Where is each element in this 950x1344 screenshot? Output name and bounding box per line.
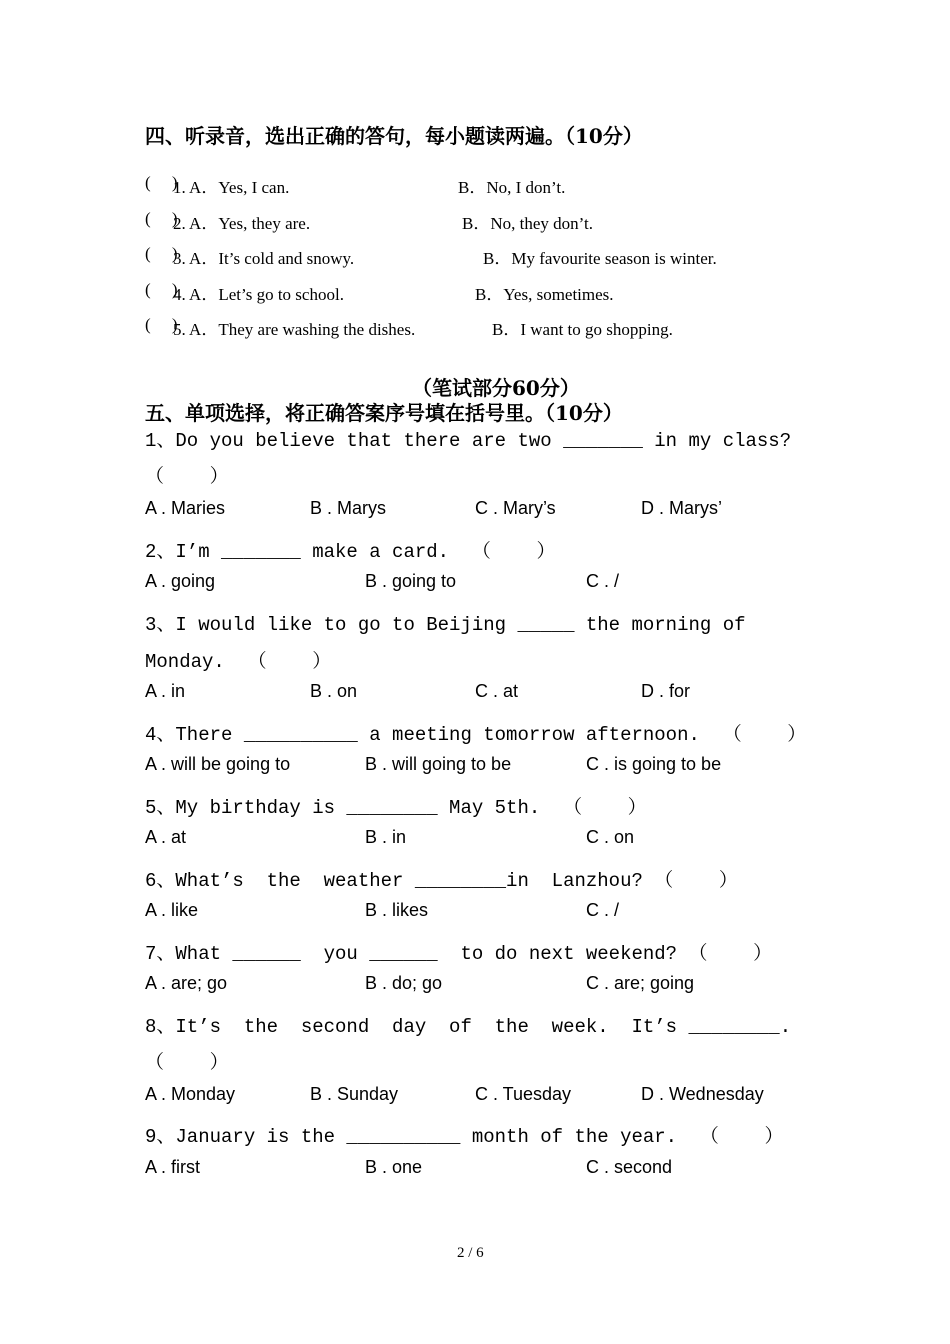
q5-option-c: C . on bbox=[586, 827, 635, 847]
listen-paren-4: ( ) bbox=[145, 280, 178, 299]
q7-option-c: C . are; going bbox=[586, 973, 695, 993]
question-4: 4、There __________ a meeting tomorrow afternoon. （ ） bbox=[145, 724, 807, 746]
listen-option-b-3: B．My favourite season is winter. bbox=[483, 249, 717, 268]
listen-paren-3: ( ) bbox=[145, 244, 178, 263]
listen-option-b-2: B．No, they don’t. bbox=[462, 214, 593, 233]
question-5: 5、My birthday is ________ May 5th. （ ） bbox=[145, 797, 647, 819]
q2-option-a: A . going bbox=[145, 571, 216, 591]
q1-option-d: D . Marys’ bbox=[641, 498, 722, 518]
listen-paren-2: ( ) bbox=[145, 209, 178, 228]
question-3: 3、I would like to go to Beijing _____ the morning of bbox=[145, 614, 746, 636]
question-9: 9、January is the __________ month of the year. （ ） bbox=[145, 1126, 784, 1148]
listen-option-a-3: 3. A．It’s cold and snowy. bbox=[173, 249, 355, 268]
q5-option-a: A . at bbox=[145, 827, 187, 847]
q3-option-a: A . in bbox=[145, 681, 186, 701]
q3-option-d: D . for bbox=[641, 681, 691, 701]
question-2: 2、I’m _______ make a card. （ ） bbox=[145, 541, 556, 563]
question-3-cont: Monday. （ ） bbox=[145, 651, 332, 673]
listen-paren-5: ( ) bbox=[145, 315, 178, 334]
listen-option-b-1: B．No, I don’t. bbox=[458, 178, 566, 197]
q3-option-c: C . at bbox=[475, 681, 519, 701]
listen-option-a-5: 5. A．They are washing the dishes. bbox=[173, 320, 416, 339]
listen-option-a-2: 2. A．Yes, they are. bbox=[173, 214, 311, 233]
listen-option-b-5: B．I want to go shopping. bbox=[492, 320, 673, 339]
q9-option-b: B . one bbox=[365, 1157, 423, 1177]
q7-option-a: A . are; go bbox=[145, 973, 228, 993]
listen-option-a-4: 4. A．Let’s go to school. bbox=[173, 285, 344, 304]
section5-title: 五、单项选择，将正确答案序号填在括号里。（10分） bbox=[145, 401, 623, 425]
q6-option-c: C . / bbox=[586, 900, 620, 920]
q8-option-c: C . Tuesday bbox=[475, 1084, 572, 1104]
section4-title: 四、听录音，选出正确的答句，每小题读两遍。（10分） bbox=[145, 124, 643, 148]
q4-option-a: A . will be going to bbox=[145, 754, 291, 774]
q8-option-a: A . Monday bbox=[145, 1084, 236, 1104]
question-7: 7、What ______ you ______ to do next weekend? （ ） bbox=[145, 943, 773, 965]
q8-option-b: B . Sunday bbox=[310, 1084, 399, 1104]
q8-option-d: D . Wednesday bbox=[641, 1084, 764, 1104]
question-8: 8、It’s the second day of the week. It’s ________. bbox=[145, 1016, 792, 1038]
q9-option-a: A . first bbox=[145, 1157, 201, 1177]
question-6: 6、What’s the weather ________in Lanzhou? （ ） bbox=[145, 870, 738, 892]
q3-option-b: B . on bbox=[310, 681, 358, 701]
q4-option-b: B . will going to be bbox=[365, 754, 512, 774]
question-1: 1、Do you believe that there are two _______ in my class? bbox=[145, 430, 792, 452]
listen-paren-1: ( ) bbox=[145, 173, 178, 192]
q9-option-c: C . second bbox=[586, 1157, 673, 1177]
q1-option-b: B . Marys bbox=[310, 498, 387, 518]
question-8-paren: （ ） bbox=[145, 1052, 229, 1074]
q5-option-b: B . in bbox=[365, 827, 407, 847]
q6-option-b: B . likes bbox=[365, 900, 429, 920]
q6-option-a: A . like bbox=[145, 900, 199, 920]
listen-option-b-4: B．Yes, sometimes. bbox=[475, 285, 614, 304]
listen-option-a-1: 1. A．Yes, I can. bbox=[173, 178, 290, 197]
q4-option-c: C . is going to be bbox=[586, 754, 722, 774]
q1-option-a: A . Maries bbox=[145, 498, 226, 518]
q2-option-b: B . going to bbox=[365, 571, 457, 591]
q2-option-c: C . / bbox=[586, 571, 620, 591]
q1-option-c: C . Mary’s bbox=[475, 498, 556, 518]
question-1-paren: （ ） bbox=[145, 466, 229, 488]
q7-option-b: B . do; go bbox=[365, 973, 443, 993]
page-number: 2 / 6 bbox=[457, 1245, 484, 1261]
written-part-heading: （笔试部分60分） bbox=[412, 376, 580, 400]
